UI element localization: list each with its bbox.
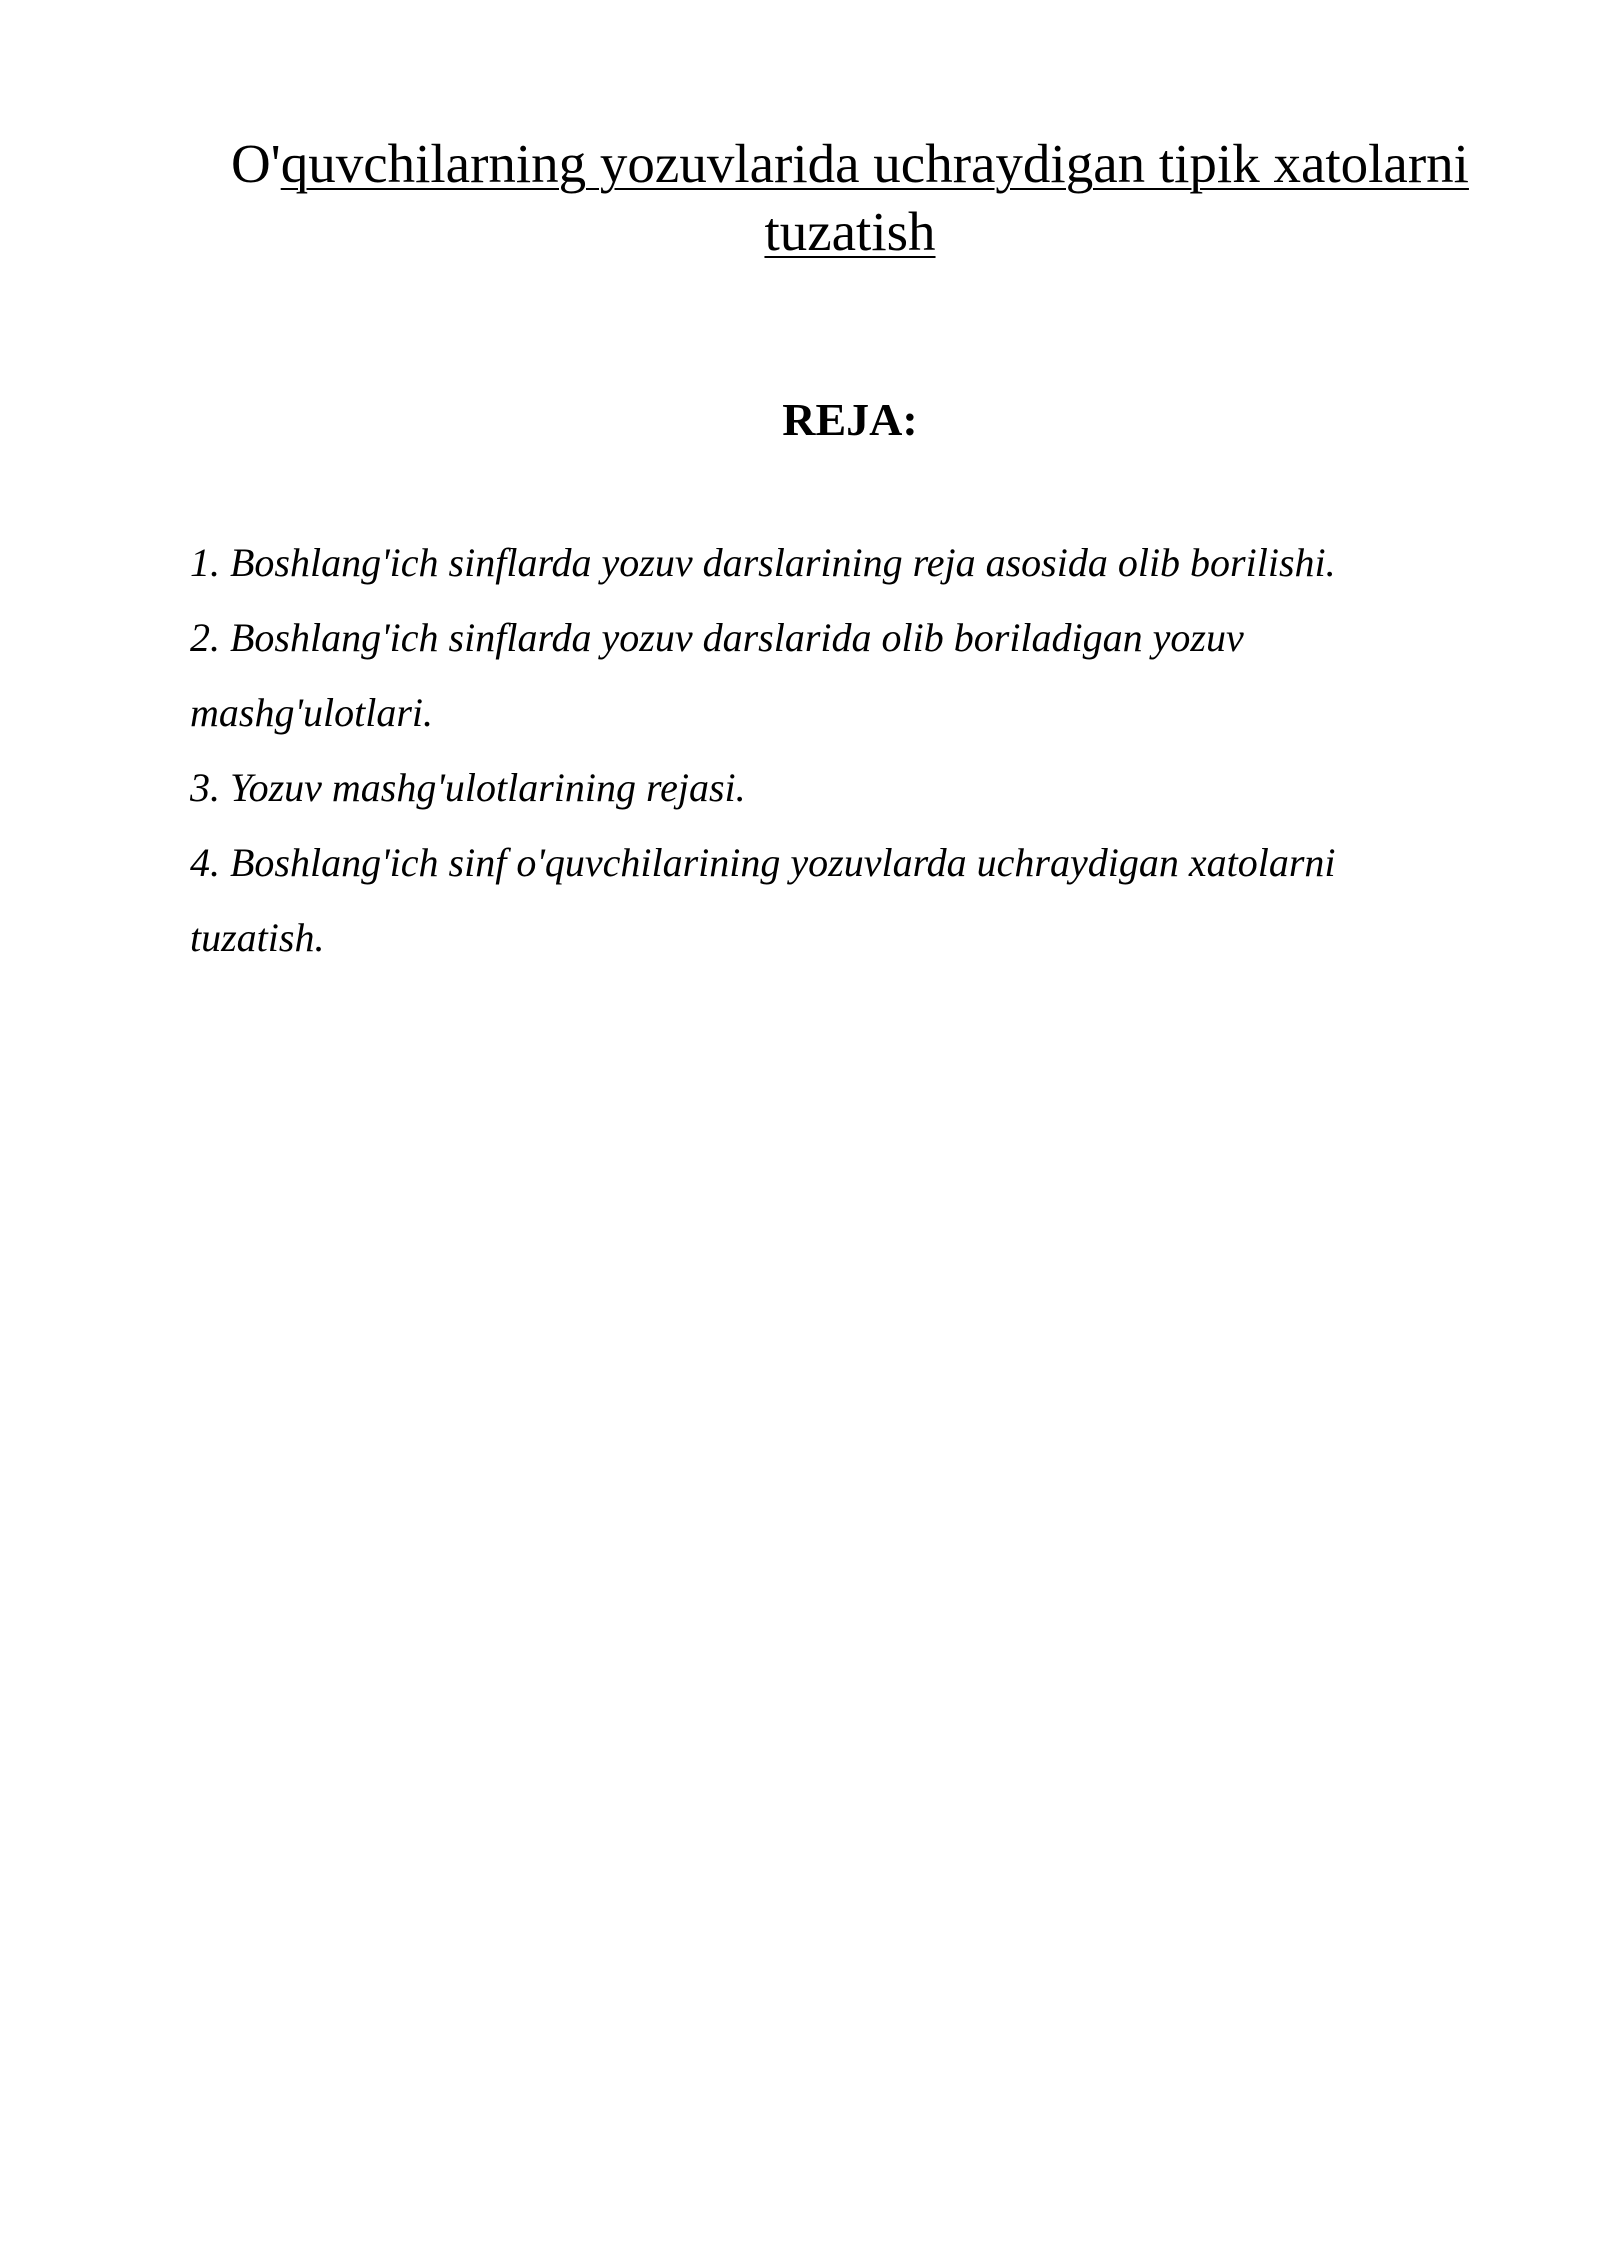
plan-item-4: 4. Boshlang'ich sinf o'quvchilarining yozuvlarda uchraydigan xatolarni tuzatish. [190, 840, 1336, 960]
document-title-underlined-part: quvchilarning yozuvlarida uchraydigan tipik xatolarni tuzatish [280, 133, 1469, 262]
document-title-first-part: O' [231, 133, 281, 194]
plan-heading: REJA: [782, 394, 918, 445]
plan-item-3: 3. Yozuv mashg'ulotlarining rejasi. [190, 765, 746, 810]
document-title [190, 130, 1510, 266]
plan-item-1: 1. Boshlang'ich sinflarda yozuv darslarining reja asosida olib borilishi. [190, 540, 1336, 585]
plan-item-2: 2. Boshlang'ich sinflarda yozuv darslarida olib boriladigan yozuv mashg'ulotlari. [190, 615, 1244, 735]
plan-list [190, 525, 1470, 975]
